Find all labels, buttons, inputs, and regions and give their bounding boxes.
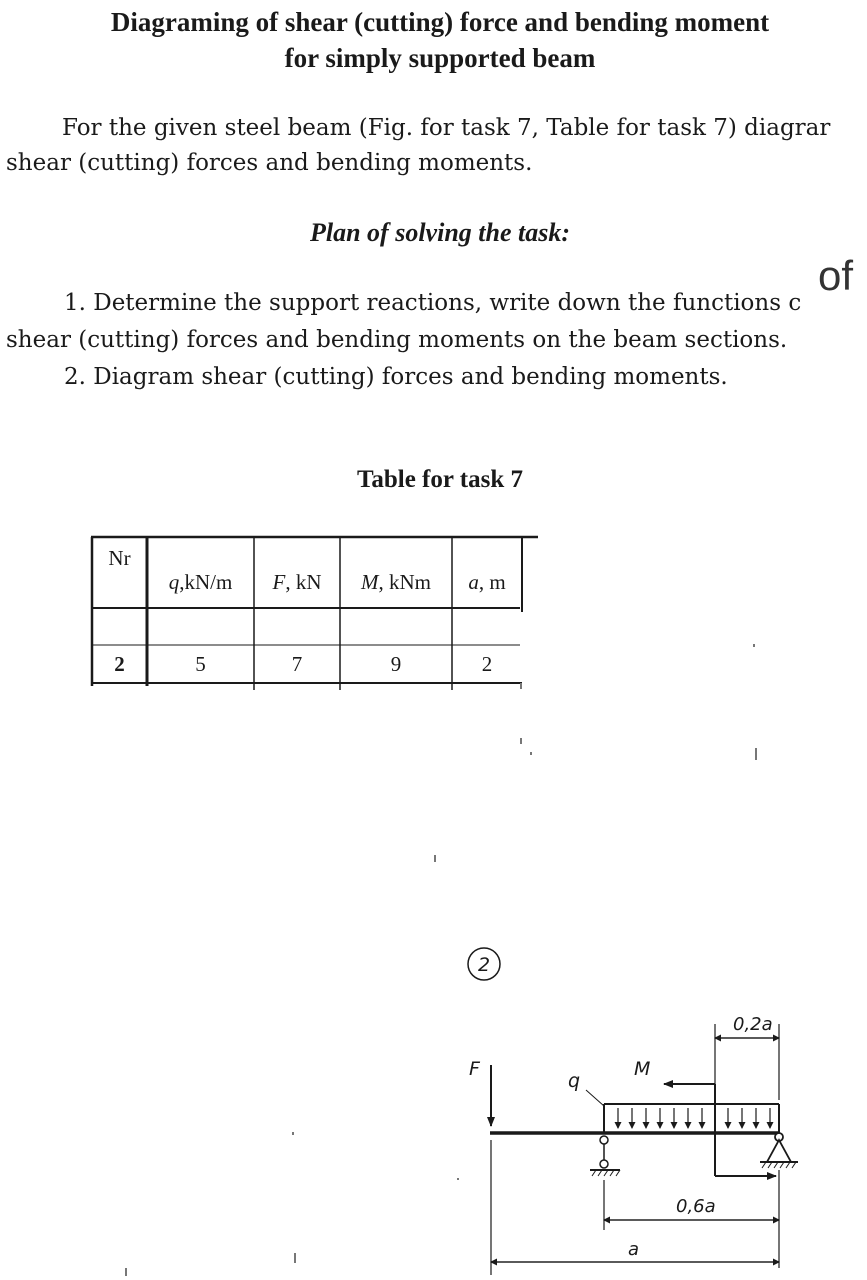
plan-step1-line1: 1. Determine the support reactions, write down the functions c [64, 290, 802, 316]
moment-M-couple [664, 1084, 776, 1176]
table-header-a-symbol: a [468, 569, 479, 594]
table-header-q-unit: ,kN/m [179, 569, 233, 594]
table-header-f-unit: , kN [285, 569, 322, 594]
table-header-m-symbol: M [361, 569, 379, 594]
load-q-label: q [568, 1070, 581, 1092]
plan-heading: Plan of solving the task: [309, 218, 570, 247]
table-cell-m: 9 [390, 651, 402, 676]
table-header-q-symbol: q [168, 569, 180, 594]
figure-number: 2 [477, 954, 491, 976]
table-header-a-unit: , m [478, 569, 506, 594]
moment-M-label: M [634, 1058, 651, 1080]
document-title-line2: for simply supported beam [284, 43, 596, 73]
dimension-02a [715, 1024, 779, 1100]
intro-line2: shear (cutting) forces and bending moments. [6, 150, 533, 176]
intro-line1: For the given steel beam (Fig. for task 7, Table for task 7) diagrar [62, 115, 831, 141]
plan-step2: 2. Diagram shear (cutting) forces and bending moments. [64, 364, 728, 390]
distributed-load-q [604, 1104, 779, 1133]
table-cell-nr: 2 [114, 651, 125, 676]
table-header-f-symbol: F [272, 569, 286, 594]
left-support [590, 1136, 620, 1176]
table-title: Table for task 7 [356, 466, 523, 493]
dimension-02a-label: 0,2a [733, 1014, 773, 1035]
table-header-nr: Nr [108, 546, 131, 570]
force-F-label: F [469, 1058, 480, 1080]
table-cell-a: 2 [481, 651, 493, 676]
right-support [760, 1133, 798, 1168]
scan-specks [125, 644, 757, 1276]
plan-step1-line2: shear (cutting) forces and bending moments on the beam sections. [6, 327, 788, 353]
handwritten-of-mark: of [818, 252, 854, 299]
table-cell-f: 7 [291, 651, 303, 676]
table-cell-q: 5 [195, 651, 206, 676]
table-header-m-unit: , kNm [378, 569, 431, 594]
dimension-06a-label: 0,6a [676, 1196, 716, 1217]
dimension-a-label: a [628, 1239, 640, 1260]
document-title-line1: Diagraming of shear (cutting) force and bending moment [110, 7, 770, 37]
load-q-leader [586, 1090, 604, 1106]
